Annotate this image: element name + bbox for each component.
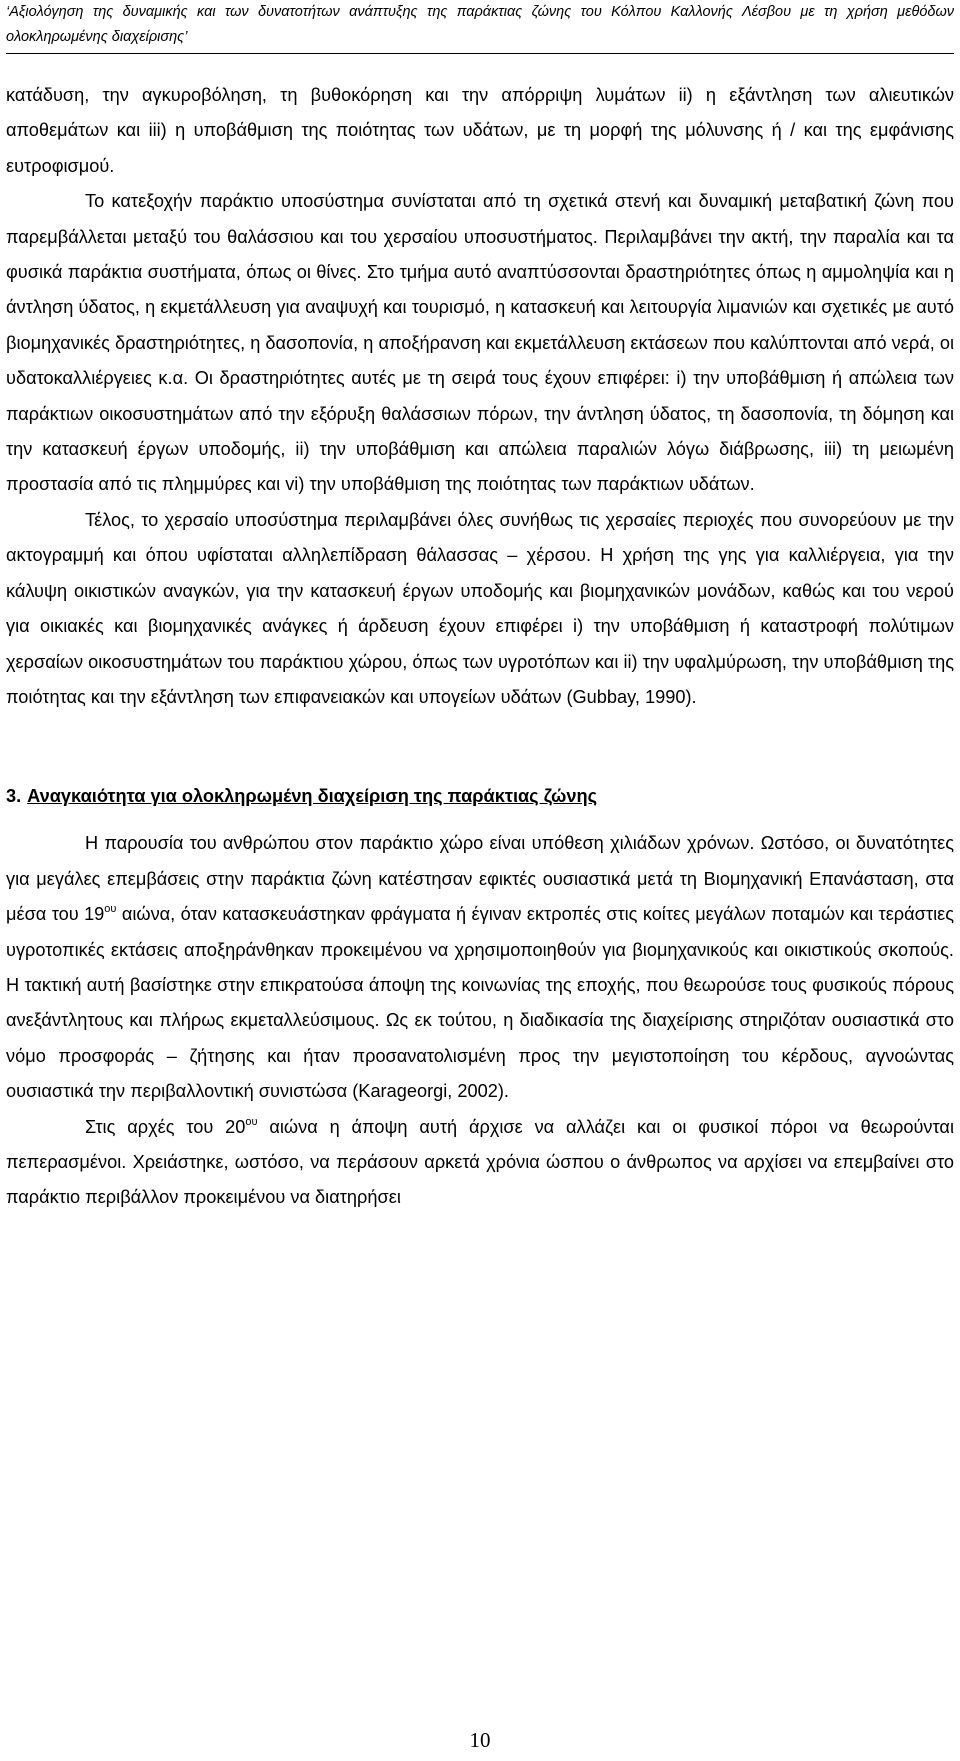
paragraph-1: κατάδυση, την αγκυροβόληση, τη βυθοκόρηση και την απόρριψη λυμάτων ii) η εξάντληση των αλιευτικών αποθεμάτων και iii) η υποβάθμιση της ποιότητας των υδάτων, με τη μορφή της μόλυνσης ή / και της εμφάνισης ευτροφισμού. (6, 85, 954, 176)
superscript-ordinal: ου (245, 1115, 258, 1128)
document-body (6, 78, 954, 1216)
paragraph-5-text-a: Στις αρχές του 20 (85, 1116, 246, 1137)
header-divider (6, 53, 954, 54)
paragraph-4 (6, 826, 954, 1109)
page-number: 10 (469, 1728, 491, 1752)
paragraph-3: Τέλος, το χερσαίο υποσύστημα περιλαμβάνει όλες συνήθως τις χερσαίες περιοχές που συνορεύουν με την ακτογραμμή και όπου υφίσταται αλληλεπίδραση θάλασσας – χέρσου. Η χρήση της γης για καλλιέργεια, για την κάλυψη οικιστικών αναγκών, για την κατασκευή έργων υποδομής και βιομηχανικών μονάδων, καθώς και του νερού για οικιακές και βιομηχανικές ανάγκες ή άρδευση έχουν επιφέρει i) την υποβάθμιση ή καταστροφή πολύτιμων χερσαίων οικοσυστημάτων του παράκτιου χώρου, όπως των υγροτόπων και ii) την υφαλμύρωση, την υποβάθμιση της ποιότητας και την εξάντληση των επιφανειακών και υπογείων υδάτων (Gubbay, 1990). (6, 509, 954, 707)
section-heading (6, 779, 954, 814)
paragraph-5 (6, 1110, 954, 1216)
running-header: ‘Αξιολόγηση της δυναμικής και των δυνατοτήτων ανάπτυξης της παράκτιας ζώνης του Κόλπου Καλλονής Λέσβου με τη χρήση μεθόδων ολοκληρωμένης διαχείρισης’ (6, 4, 954, 45)
section-title: Αναγκαιότητα για ολοκληρωμένη διαχείριση της παράκτιας ζώνης (27, 786, 598, 807)
paragraph-2: Το κατεξοχήν παράκτιο υποσύστημα συνίσταται από τη σχετικά στενή και δυναμική μεταβατική ζώνη που παρεμβάλλεται μεταξύ του θαλάσσιου και του χερσαίου υποσυστήματος. Περιλαμβάνει την ακτή, την παραλία και τα φυσικά παράκτια συστήματα, όπως οι θίνες. Στο τμήμα αυτό αναπτύσσονται δραστηριότητες όπως η αμμοληψία και η άντληση ύδατος, η εκμετάλλευση για αναψυχή και τουρισμό, η κατασκευή και λειτουργία λιμανιών και σχετικές με αυτό βιομηχανικές δραστηριότητες, η δασοπονία, η αποξήρανση και εκμετάλλευση εκτάσεων που καλύπτονται από νερά, οι υδατοκαλλιέργειες κ.α. Οι δραστηριότητες αυτές με τη σειρά τους έχουν επιφέρει: i) την υποβάθμιση ή απώλεια των παράκτιων οικοσυστημάτων από την εξόρυξη θαλάσσιων πόρων, την άντληση ύδατος, τη δασοπονία, τη δόμηση και την κατασκευή έργων υποδομής, ii) την υποβάθμιση και απώλεια παραλιών λόγω διάβρωσης, iii) τη μειωμένη προστασία από τις πλημμύρες και vi) την υποβάθμιση της ποιότητας των παράκτιων υδάτων. (6, 191, 954, 495)
superscript-ordinal: ου (104, 903, 117, 916)
paragraph-4-text-b: αιώνα, όταν κατασκευάστηκαν φράγματα ή έγιναν εκτροπές στις κοίτες μεγάλων ποταμών και τεράστιες υγροτοπικές εκτάσεις αποξηράνθηκαν προκειμένου να χρησιμοποιηθούν για βιομηχανικούς και οικιστικούς σκοπούς. Η τακτική αυτή βασίστηκε στην επικρατούσα άποψη της κοινωνίας της εποχής, που θεωρούσε τους φυσικούς πόρους ανεξάντλητους και πλήρως εκμεταλλεύσιμους. Ως εκ τούτου, η διαδικασία της διαχείρισης στηριζόταν ουσιαστικά στο νόμο προσφοράς – ζήτησης και ήταν προσανατολισμένη προς την μεγιστοποίηση του κέρδους, αγνοώντας ουσιαστικά την περιβαλλοντική συνιστώσα (Karageorgi, 2002). (6, 904, 954, 1102)
section-number: 3. (6, 786, 22, 807)
paragraph-4-text-a: Η παρουσία του ανθρώπου στον παράκτιο χώρο είναι υπόθεση χιλιάδων χρόνων. Ωστόσο, οι δυνατότητες για μεγάλες επεμβάσεις στην παράκτια ζώνη κατέστησαν εφικτές ουσιαστικά μετά τη Βιομηχανική Επανάσταση, στα μέσα του 19 (6, 833, 954, 925)
paragraph-5-text-b: αιώνα η άποψη αυτή άρχισε να αλλάζει και οι φυσικοί πόροι να θεωρούνται πεπερασμένοι. Χρειάστηκε, ωστόσο, να περάσουν αρκετά χρόνια ώσπου ο άνθρωπος να αρχίσει να επεμβαίνει στο παράκτιο περιβάλλον προκειμένου να διατηρήσει (6, 1116, 954, 1208)
